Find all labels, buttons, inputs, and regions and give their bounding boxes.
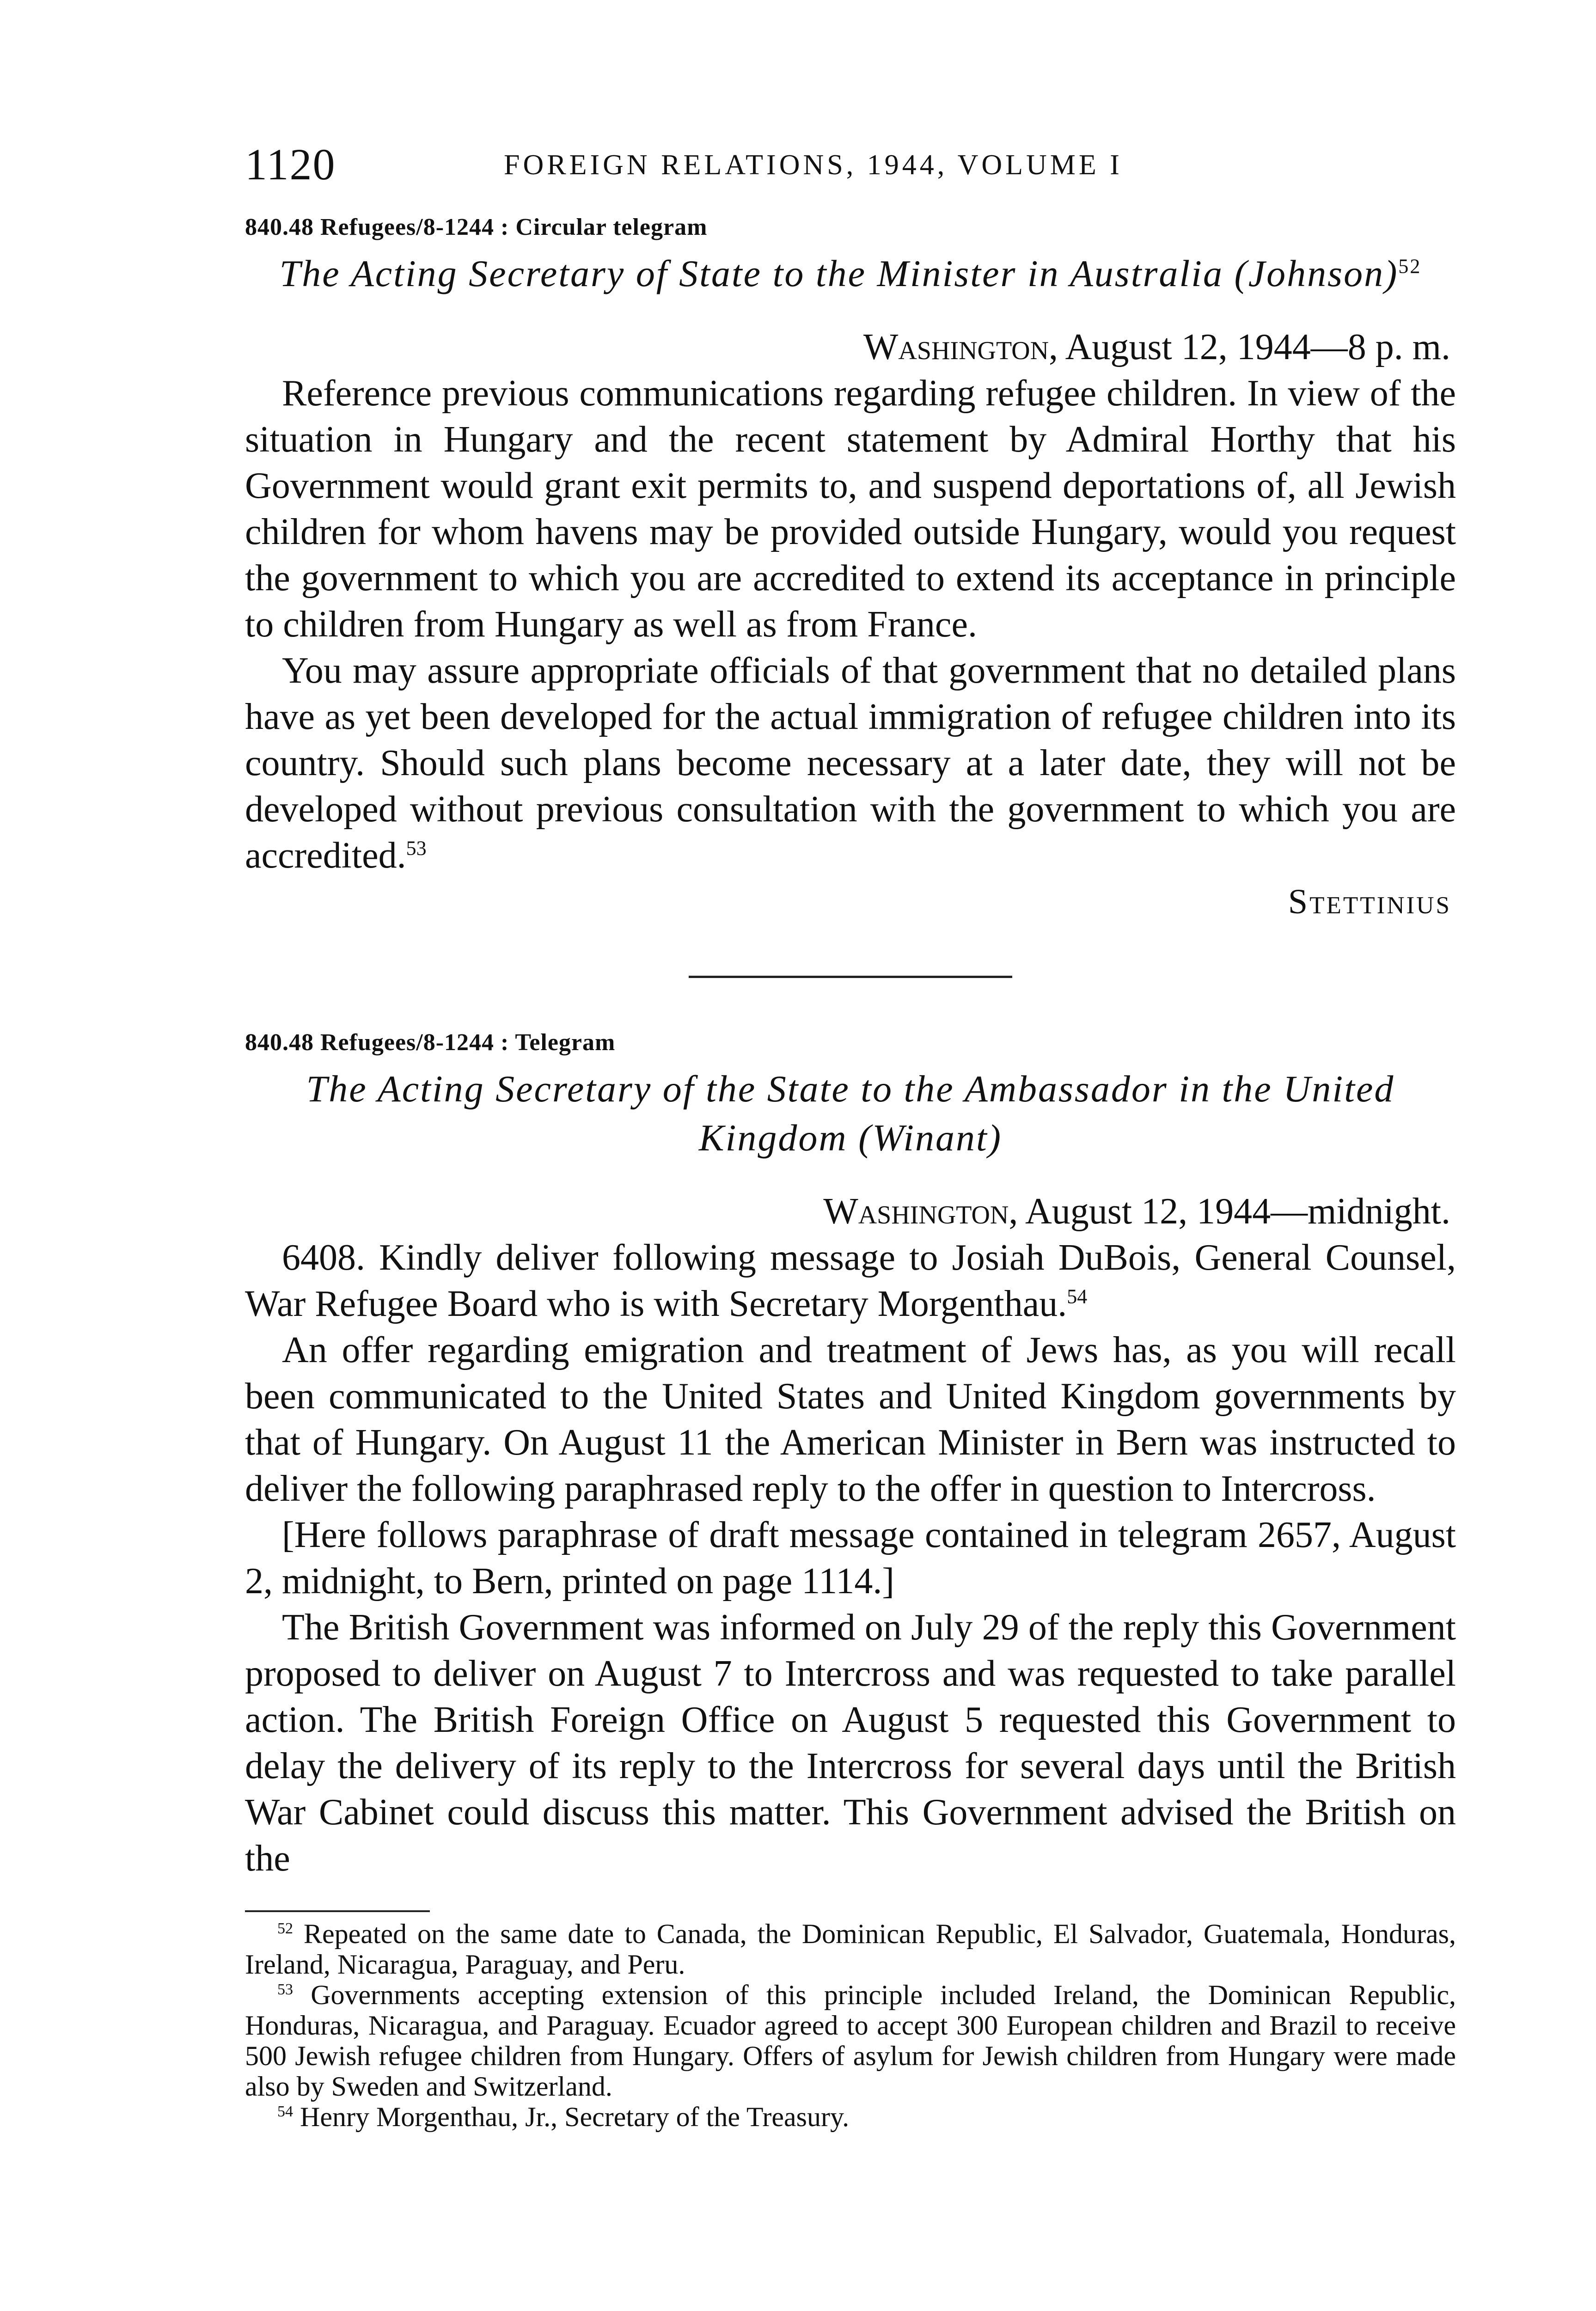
running-header <box>245 139 1456 208</box>
file-reference: 840.48 Refugees/8-1244 : Circular telegram <box>245 214 708 240</box>
dateline-date: , August 12, 1944—8 p. m. <box>1049 327 1450 367</box>
paragraph: The British Government was informed on July 29 of the reply this Government proposed to deliver on August 7 to Intercross and was requested to take parallel action. The British Foreign Office on August 5 requested this Government to delay the delivery of its reply to the Intercross for several days until the British War Cabinet could discuss this matter. This Government advised the British on the <box>245 1607 1456 1879</box>
footnote-ref-53: 53 <box>406 837 427 860</box>
dateline <box>245 324 1456 370</box>
document-page <box>245 139 1456 2132</box>
document-title: The Acting Secretary of the State to the Ambassador in the United Kingdom (Winant) <box>306 1068 1395 1159</box>
footnote <box>245 2102 1456 2132</box>
footnote-mark: 52 <box>277 1920 293 1937</box>
paragraph: An offer regarding emigration and treatment of Jews has, as you will recall been communicated to the United States and United Kingdom governments by that of Hungary. On August 11 the American Minister in Bern was instructed to deliver the following paraphrased reply to the offer in question to Intercross. <box>245 1330 1456 1509</box>
paragraph <box>245 1235 1456 1327</box>
document-title-text: The Acting Secretary of State to the Minister in Australia (Johnson) <box>279 252 1399 294</box>
paragraph: Reference previous communications regarding refugee children. In view of the situation in Hungary and the recent statement by Admiral Horthy that his Government would grant exit permits to, and suspend deportations of, all Jewish children for whom havens may be provided outside Hungary, would you request the government to which you are accredited to extend its acceptance in principle to children from Hungary as well as from France. <box>245 373 1456 645</box>
footnote-mark: 53 <box>277 1981 293 1998</box>
footnote-text: Governments accepting extension of this principle included Ireland, the Dominican Republic, Honduras, Nicaragua, and Paraguay. Ecuador agreed to accept 300 European children and Brazil to receive 500 Jewish refugee children from Hungary. Offers of asylum for Jewish children from Hungary were made also by Sweden and Switzerland. <box>245 1980 1456 2102</box>
file-reference: 840.48 Refugees/8-1244 : Telegram <box>245 1029 616 1056</box>
dateline <box>245 1188 1456 1235</box>
running-title: FOREIGN RELATIONS, 1944, VOLUME I <box>504 149 1123 181</box>
document-section-1 <box>245 214 1456 925</box>
page-number: 1120 <box>245 140 336 189</box>
paragraph-text: 6408. Kindly deliver following message to Josiah DuBois, General Counsel, War Refugee Board who is with Secretary Morgenthau. <box>245 1237 1456 1324</box>
document-section-2 <box>245 1029 1456 1882</box>
section-divider <box>689 976 1012 978</box>
signature: Stettinius <box>1288 882 1451 921</box>
paragraph-text: You may assure appropriate officials of that government that no detailed plans have as yet been developed for the actual immigration of refugee children into its country. Should such plans become necessary at a later date, they will not be developed without previous consultation with the government to which you are accredited. <box>245 650 1456 876</box>
paragraph <box>245 648 1456 879</box>
footnotes <box>245 1919 1456 2132</box>
footnote <box>245 1980 1456 2102</box>
footnote-ref-54: 54 <box>1067 1285 1088 1308</box>
paragraph: [Here follows paraphrase of draft message contained in telegram 2657, August 2, midnight, to Bern, printed on page 1114.] <box>245 1515 1456 1602</box>
dateline-place: Washington <box>863 327 1049 367</box>
footnote-divider <box>245 1910 430 1912</box>
footnote-text: Henry Morgenthau, Jr., Secretary of the Treasury. <box>300 2102 850 2132</box>
dateline-date: , August 12, 1944—midnight. <box>1009 1191 1450 1232</box>
footnote <box>245 1919 1456 1980</box>
footnote-mark: 54 <box>277 2103 293 2120</box>
footnote-ref-52: 52 <box>1398 255 1422 278</box>
dateline-place: Washington <box>823 1191 1009 1232</box>
footnote-text: Repeated on the same date to Canada, the Dominican Republic, El Salvador, Guatemala, Honduras, Ireland, Nicaragua, Paraguay, and Peru. <box>245 1919 1456 1980</box>
document-title <box>245 249 1456 298</box>
